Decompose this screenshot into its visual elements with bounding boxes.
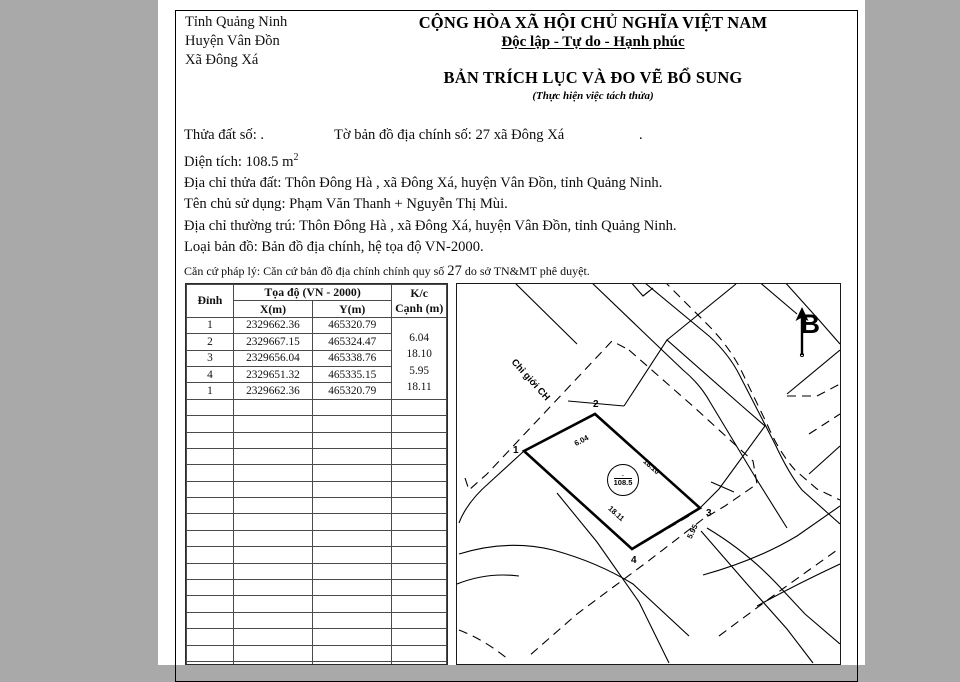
parcel-address-line: Địa chỉ thửa đất: Thôn Đông Hà , xã Đông Xá, huyện Vân Đồn, tỉnh Quảng Ninh.	[184, 174, 663, 191]
th-vertex: Đỉnh	[187, 285, 234, 318]
empty-cell	[187, 498, 234, 514]
th-distance-line2: Cạnh (m)	[395, 300, 444, 315]
x-cell: 2329662.36	[233, 317, 312, 333]
empty-cell	[187, 580, 234, 596]
table-row-empty	[187, 645, 447, 661]
empty-cell	[233, 481, 312, 497]
parcel-number-line	[184, 125, 834, 147]
table-body	[187, 317, 447, 665]
area-line	[184, 147, 834, 173]
national-motto: Độc lập - Tự do - Hạnh phúc	[501, 34, 685, 50]
empty-cell	[392, 448, 447, 464]
legal-basis-suffix: do sở TN&MT phê duyệt.	[461, 263, 590, 278]
empty-cell	[187, 432, 234, 448]
table-row-empty	[187, 612, 447, 628]
coordinate-table	[186, 284, 447, 665]
table-row	[187, 383, 447, 399]
legal-basis-line	[184, 261, 834, 283]
empty-cell	[233, 661, 312, 665]
empty-cell	[313, 661, 392, 665]
empty-cell	[313, 432, 392, 448]
table-row-empty	[187, 547, 447, 563]
y-cell: 465320.79	[313, 317, 392, 333]
empty-cell	[313, 645, 392, 661]
x-cell: 2329662.36	[233, 383, 312, 399]
district-line: Huyện Vân Đồn	[185, 33, 280, 49]
parcel-edge-length: 18.10	[641, 456, 662, 477]
empty-cell	[233, 596, 312, 612]
legal-basis-number: 27	[447, 262, 462, 279]
empty-cell	[187, 596, 234, 612]
empty-cell	[233, 514, 312, 530]
empty-cell	[392, 481, 447, 497]
issuing-authority-block	[185, 13, 287, 70]
empty-cell	[313, 481, 392, 497]
y-cell: 465335.15	[313, 366, 392, 382]
empty-cell	[313, 580, 392, 596]
parcel-area-marker	[607, 464, 639, 496]
parcel-edge-length: 18.11	[606, 503, 627, 524]
document-subtitle: (Thực hiện việc tách thửa)	[532, 90, 654, 102]
empty-cell	[392, 612, 447, 628]
document-title: BẢN TRÍCH LỤC VÀ ĐO VẼ BỔ SUNG	[443, 68, 743, 87]
parcel-vertex-3: 3	[706, 508, 712, 519]
map-solid-lines	[457, 284, 840, 663]
empty-cell	[187, 448, 234, 464]
table-row-empty	[187, 498, 447, 514]
empty-cell	[233, 629, 312, 645]
vertex-cell: 4	[187, 366, 234, 382]
empty-cell	[233, 448, 312, 464]
parcel-area-numerator: .	[622, 472, 624, 478]
empty-cell	[313, 498, 392, 514]
map-sheet-label: Tờ bản đồ địa chính số: 27 xã Đông Xá	[334, 127, 565, 143]
empty-cell	[187, 399, 234, 415]
table-row-empty	[187, 514, 447, 530]
x-cell: 2329656.04	[233, 350, 312, 366]
empty-cell	[187, 629, 234, 645]
empty-cell	[233, 530, 312, 546]
th-x: X(m)	[233, 301, 312, 317]
empty-cell	[313, 563, 392, 579]
parcel-edge-length: 6.04	[572, 433, 591, 448]
national-heading-block	[368, 13, 818, 102]
area-unit-superscript: 2	[293, 151, 299, 163]
owner-name-line: Tên chủ sử dụng: Phạm Văn Thanh + Nguyễn Thị Mùi.	[184, 196, 508, 213]
empty-cell	[233, 399, 312, 415]
distance-cell: 18.10	[392, 346, 447, 362]
vertex-cell: 2	[187, 334, 234, 350]
empty-cell	[187, 563, 234, 579]
empty-cell	[187, 661, 234, 665]
empty-cell	[187, 530, 234, 546]
empty-cell	[313, 448, 392, 464]
table-row-empty	[187, 448, 447, 464]
empty-cell	[392, 432, 447, 448]
empty-cell	[187, 645, 234, 661]
th-distance-line1: K/c	[410, 285, 429, 300]
parcel-info-block	[184, 125, 834, 282]
parcel-area-denominator: 108.5	[613, 478, 633, 487]
coordinate-table-container	[185, 283, 448, 665]
empty-cell	[187, 465, 234, 481]
parcel-vertex-1: 1	[513, 445, 519, 456]
trailing-dot: .	[639, 127, 643, 143]
empty-cell	[392, 596, 447, 612]
legal-basis-prefix: Căn cứ pháp lý: Căn cứ bản đồ địa chính chính quy số	[184, 263, 448, 278]
residence-address-line: Địa chỉ thường trú: Thôn Đông Hà , xã Đông Xá, huyện Vân Đồn, tỉnh Quảng Ninh.	[184, 217, 677, 234]
th-coord-group: Tọa độ (VN - 2000)	[233, 285, 392, 301]
map-dashed-boundary-lines	[459, 284, 840, 660]
vertex-cell: 1	[187, 317, 234, 333]
y-cell: 465338.76	[313, 350, 392, 366]
empty-cell	[187, 416, 234, 432]
cadastral-map-container	[456, 283, 841, 665]
th-y: Y(m)	[313, 301, 392, 317]
table-head	[187, 285, 447, 318]
empty-cell	[313, 465, 392, 481]
province-line: Tỉnh Quảng Ninh	[185, 14, 288, 30]
empty-cell	[392, 580, 447, 596]
empty-cell	[313, 530, 392, 546]
empty-cell	[392, 530, 447, 546]
parcel-vertex-2: 2	[593, 399, 599, 410]
document-page	[158, 0, 865, 665]
x-cell: 2329651.32	[233, 366, 312, 382]
empty-cell	[392, 514, 447, 530]
th-distance	[392, 285, 447, 318]
distance-cell: 5.95	[392, 362, 447, 378]
empty-cell	[313, 399, 392, 415]
table-row-empty	[187, 399, 447, 415]
empty-cell	[233, 498, 312, 514]
empty-cell	[313, 547, 392, 563]
vertex-cell: 3	[187, 350, 234, 366]
empty-cell	[392, 563, 447, 579]
table-row-empty	[187, 481, 447, 497]
empty-cell	[313, 514, 392, 530]
empty-cell	[187, 547, 234, 563]
north-letter: B	[800, 309, 820, 339]
empty-cell	[392, 416, 447, 432]
empty-cell	[313, 612, 392, 628]
empty-cell	[392, 498, 447, 514]
empty-cell	[233, 612, 312, 628]
table-row-empty	[187, 416, 447, 432]
boundary-line-label: Chỉ giới CH	[508, 357, 552, 404]
empty-cell	[392, 465, 447, 481]
lower-panel	[185, 283, 841, 673]
y-cell: 465320.79	[313, 383, 392, 399]
commune-line: Xã Đông Xá	[185, 52, 259, 68]
table-row-empty	[187, 661, 447, 665]
empty-cell	[233, 580, 312, 596]
empty-cell	[392, 645, 447, 661]
parcel-number-label: Thửa đất số: .	[184, 127, 265, 143]
x-cell: 2329667.15	[233, 334, 312, 350]
table-row-empty	[187, 465, 447, 481]
parcel-edge-length: 5.95	[685, 522, 700, 541]
empty-cell	[392, 661, 447, 665]
distance-cell: 6.04	[392, 330, 447, 346]
empty-cell	[233, 645, 312, 661]
empty-cell	[187, 612, 234, 628]
table-header-row-1	[187, 285, 447, 301]
national-name: CỘNG HÒA XÃ HỘI CHỦ NGHĨA VIỆT NAM	[418, 13, 768, 32]
table-row-empty	[187, 432, 447, 448]
empty-cell	[313, 596, 392, 612]
empty-cell	[233, 416, 312, 432]
empty-cell	[392, 547, 447, 563]
map-type-line: Loại bản đồ: Bản đồ địa chính, hệ tọa độ VN-2000.	[184, 239, 484, 256]
empty-cell	[313, 629, 392, 645]
empty-cell	[392, 629, 447, 645]
table-row-empty	[187, 629, 447, 645]
empty-cell	[187, 481, 234, 497]
north-arrow-icon	[797, 309, 820, 339]
table-row-empty	[187, 580, 447, 596]
y-cell: 465324.47	[313, 334, 392, 350]
empty-cell	[313, 416, 392, 432]
table-row-empty	[187, 530, 447, 546]
area-label: Diện tích: 108.5 m	[184, 153, 294, 170]
table-row-empty	[187, 596, 447, 612]
parcel-vertex-4: 4	[631, 555, 637, 566]
empty-cell	[233, 465, 312, 481]
distance-cell: 18.11	[392, 379, 447, 395]
empty-cell	[233, 432, 312, 448]
table-row-empty	[187, 563, 447, 579]
vertex-cell: 1	[187, 383, 234, 399]
empty-cell	[233, 563, 312, 579]
empty-cell	[392, 399, 447, 415]
empty-cell	[187, 514, 234, 530]
cadastral-map-svg	[457, 284, 840, 664]
empty-cell	[233, 547, 312, 563]
